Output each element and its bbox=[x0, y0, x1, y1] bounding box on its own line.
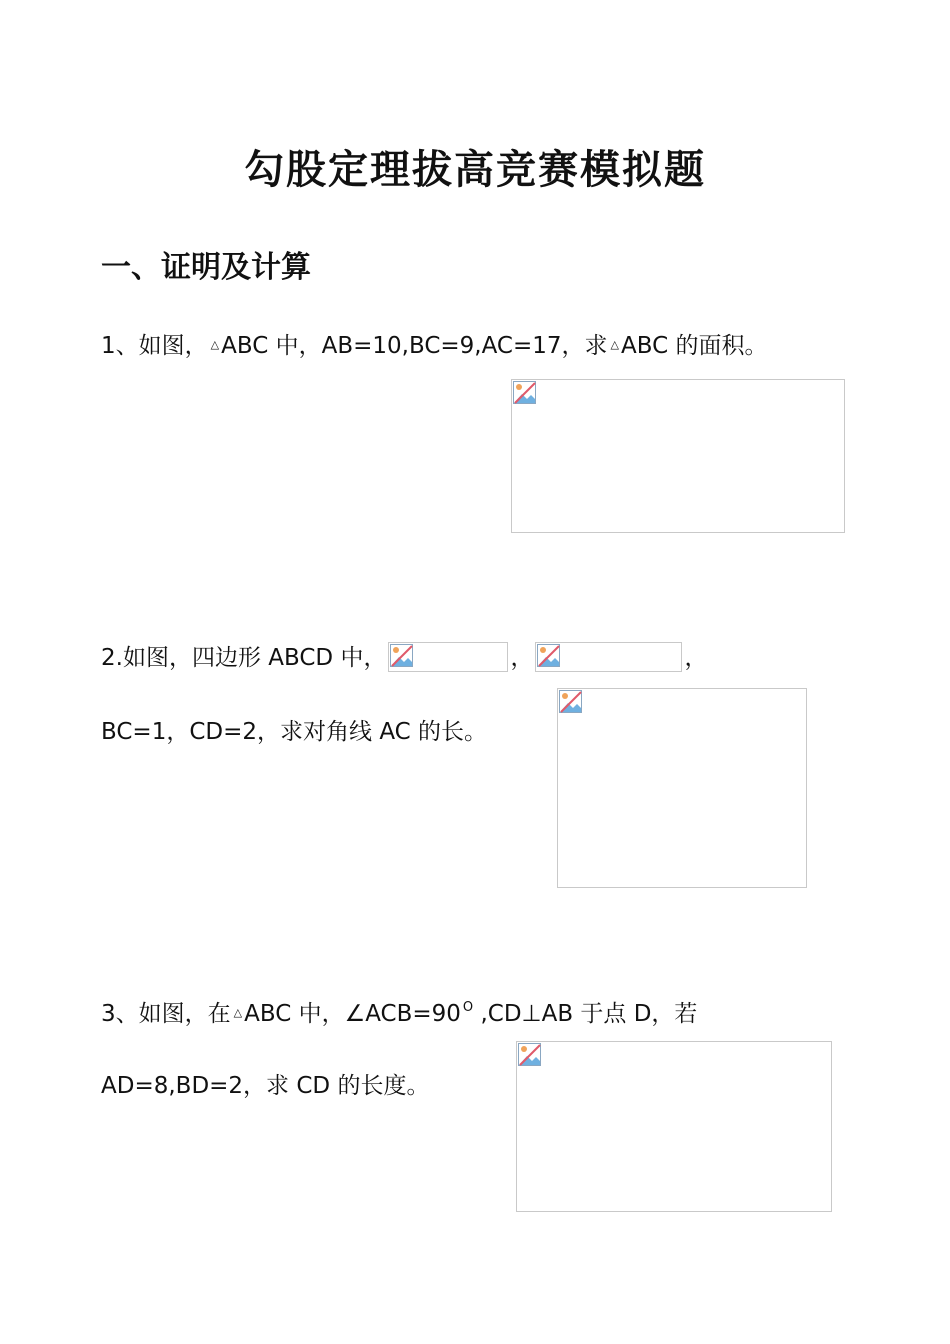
q2-text-start: 2.如图，四边形 ABCD 中， bbox=[101, 645, 387, 671]
question-3-line-1 bbox=[101, 995, 697, 1028]
q2-separator: ， bbox=[510, 645, 534, 671]
triangle-symbol: △ bbox=[610, 338, 619, 351]
q1-text-part1: 1、如图， bbox=[101, 333, 208, 359]
triangle-symbol: △ bbox=[233, 1006, 243, 1019]
question-1-figure bbox=[511, 379, 845, 533]
q1-text-part2: ABC 中，AB=10,BC=9,AC=17，求 bbox=[221, 333, 608, 359]
broken-image-icon bbox=[537, 644, 560, 667]
document-title: 勾股定理拔高竞赛模拟题 bbox=[244, 146, 706, 193]
section-heading: 一、证明及计算 bbox=[101, 250, 311, 285]
broken-image-icon bbox=[390, 644, 413, 667]
question-2-line-1 bbox=[101, 639, 707, 674]
broken-image-icon bbox=[513, 381, 536, 404]
q1-text-part3: ABC 的面积。 bbox=[621, 333, 768, 359]
broken-image-icon bbox=[518, 1043, 541, 1066]
question-3-figure bbox=[516, 1041, 832, 1212]
triangle-symbol: △ bbox=[210, 338, 220, 351]
question-1-text bbox=[101, 327, 767, 360]
question-3-line-2: AD=8,BD=2，求 CD 的长度。 bbox=[101, 1073, 430, 1099]
q3-text-part3: ,CD⊥AB 于点 D，若 bbox=[473, 1001, 698, 1027]
q3-text-part2: ABC 中，∠ACB=90 bbox=[244, 1001, 461, 1027]
question-2-figure bbox=[557, 688, 807, 888]
question-2-line-2: BC=1，CD=2，求对角线 AC 的长。 bbox=[101, 719, 488, 745]
broken-image-icon bbox=[559, 690, 582, 713]
inline-formula-image bbox=[388, 642, 508, 672]
q2-separator: ， bbox=[684, 645, 708, 671]
q3-text-part1: 3、如图，在 bbox=[101, 1001, 231, 1027]
inline-formula-image bbox=[535, 642, 682, 672]
degree-symbol: O bbox=[462, 1000, 474, 1015]
